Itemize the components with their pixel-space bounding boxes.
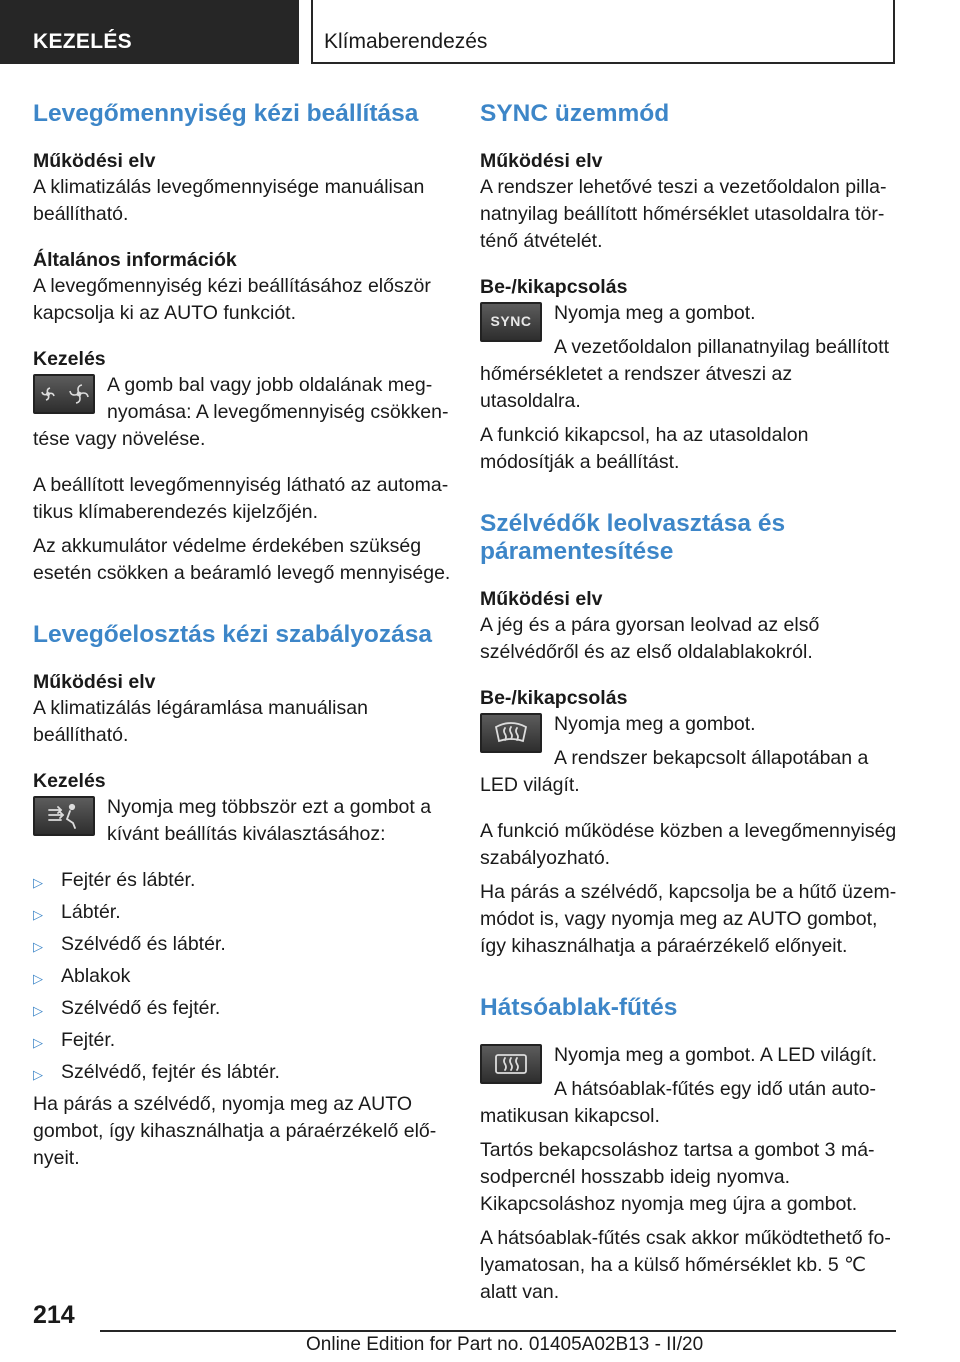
footer-divider [100,1330,896,1332]
subheading-onoff: Be-/kikapcsolás [480,687,628,709]
paragraph: A funkció működése közben a levegőmennyiség szabályozható. [480,820,897,869]
paragraph: A rendszer lehetővé teszi a vezetőoldalon pillanatnyilag beállított hőmérséklet utasoldalra történő átvételét. [480,176,887,252]
sync-button-icon: SYNC [480,302,542,342]
triangle-bullet-icon: ▷ [33,1035,43,1050]
page-number: 214 [33,1301,75,1329]
operation-block [33,372,451,453]
list-item: ▷ Szélvédő, fejtér és lábtér. [33,1059,451,1086]
paragraph: Nyomja meg a gombot. A LED világít. [554,1044,877,1066]
paragraph: Nyomja meg a gombot. [554,713,756,735]
paragraph: Ha párás a szélvédő, kapcsolja be a hűtő üzemmódot is, vagy nyomja meg az AUTO gombot, így kihasználhatja a páraérzékelő előnyeit. [480,881,897,957]
windshield-defrost-button-icon [480,713,542,753]
operation-block [480,300,898,415]
triangle-bullet-icon: ▷ [33,1003,43,1018]
paragraph: A klimatizálás levegőmennyisége manuálisan beállítható. [33,176,425,225]
paragraph: A rendszer bekapcsolt állapotában a LED világít. [480,747,869,796]
paragraph: Ha párás a szélvédő, nyomja meg az AUTO gombot, így kihasználhatja a páraérzékelő előnyeit. [33,1093,437,1169]
paragraph: A funkció kikapcsol, ha az utasoldalon módosítják a beállítást. [480,424,809,473]
air-distribution-button-icon [33,796,95,836]
section-title-airflow: Levegőmennyiség kézi beállítása [33,100,419,127]
header-section-label: KEZELÉS [33,30,132,53]
paragraph: A hátsóablak-fűtés egy idő után automatikusan kikapcsol. [480,1078,876,1127]
section-title-air-distribution: Levegőelosztás kézi szabályozása [33,621,432,648]
distribution-options-list [33,867,451,1086]
paragraph: Tartós bekapcsoláshoz tartsa a gombot 3 másodpercnél hosszabb ideig nyomva. Kikapcsoláshoz nyomja meg újra a gombot. [480,1139,875,1215]
header-section-tab [0,0,299,64]
subheading-general: Általános információk [33,249,237,271]
paragraph: A levegőmennyiség kézi beállításához először kapcsolja ki az AUTO funkciót. [33,275,431,324]
list-item: ▷ Fejtér. [33,1027,451,1054]
paragraph: A hátsóablak-fűtés csak akkor működtethető folyamatosan, ha a külső hőmérséklet kb. 5 ℃ alatt van. [480,1227,891,1303]
paragraph: A klimatizálás légáramlása manuálisan beállítható. [33,697,368,746]
operation-block [33,794,451,848]
paragraph: A beállított levegőmennyiség látható az automatikus klímaberendezés kijelzőjén. [33,474,449,523]
triangle-bullet-icon: ▷ [33,875,43,890]
triangle-bullet-icon: ▷ [33,907,43,922]
subheading-principle: Működési elv [33,671,156,693]
section-title-defrost: Szélvédők leolvasztása és páramentesítése [480,510,786,565]
triangle-bullet-icon: ▷ [33,1067,43,1082]
fan-button-icon [33,374,95,414]
section-title-sync: SYNC üzemmód [480,100,670,127]
list-item: ▷ Szélvédő és fejtér. [33,995,451,1022]
left-column [33,100,451,1172]
section-title-rear-heating: Hátsóablak-fűtés [480,994,678,1021]
header-chapter-label: Klímaberendezés [324,30,488,53]
subheading-principle: Működési elv [480,588,603,610]
footer-edition: Online Edition for Part no. 01405A02B13 - II/20 [306,1334,704,1355]
subheading-principle: Működési elv [480,150,603,172]
paragraph: A vezetőoldalon pillanatnyilag beállított hőmérsékletet a rendszer átveszi az utasoldalra. [480,336,889,412]
rear-window-heating-button-icon [480,1044,542,1084]
triangle-bullet-icon: ▷ [33,971,43,986]
operation-block [480,1042,898,1130]
paragraph: Nyomja meg többször ezt a gombot a kívánt beállítás kiválasztásához: [107,796,432,845]
list-item: ▷ Fejtér és lábtér. [33,867,451,894]
subheading-operation: Kezelés [33,770,106,792]
triangle-bullet-icon: ▷ [33,939,43,954]
list-item: ▷ Szélvédő és lábtér. [33,931,451,958]
list-item: ▷ Ablakok [33,963,451,990]
subheading-principle: Működési elv [33,150,156,172]
paragraph: Az akkumulátor védelme érdekében szükség esetén csökken a beáramló levegő mennyisége. [33,535,451,584]
operation-block [480,711,898,799]
right-column [480,100,898,1306]
list-item: ▷ Lábtér. [33,899,451,926]
subheading-operation: Kezelés [33,348,106,370]
paragraph: A gomb bal vagy jobb oldalának megnyomása: A levegőmennyiség csökkentése vagy növelése. [33,374,449,450]
paragraph: A jég és a pára gyorsan leolvad az első szélvédőről és az első oldalablakokról. [480,614,820,663]
subheading-onoff: Be-/kikapcsolás [480,276,628,298]
header-chapter-tab [311,0,895,64]
paragraph: Nyomja meg a gombot. [554,302,756,324]
